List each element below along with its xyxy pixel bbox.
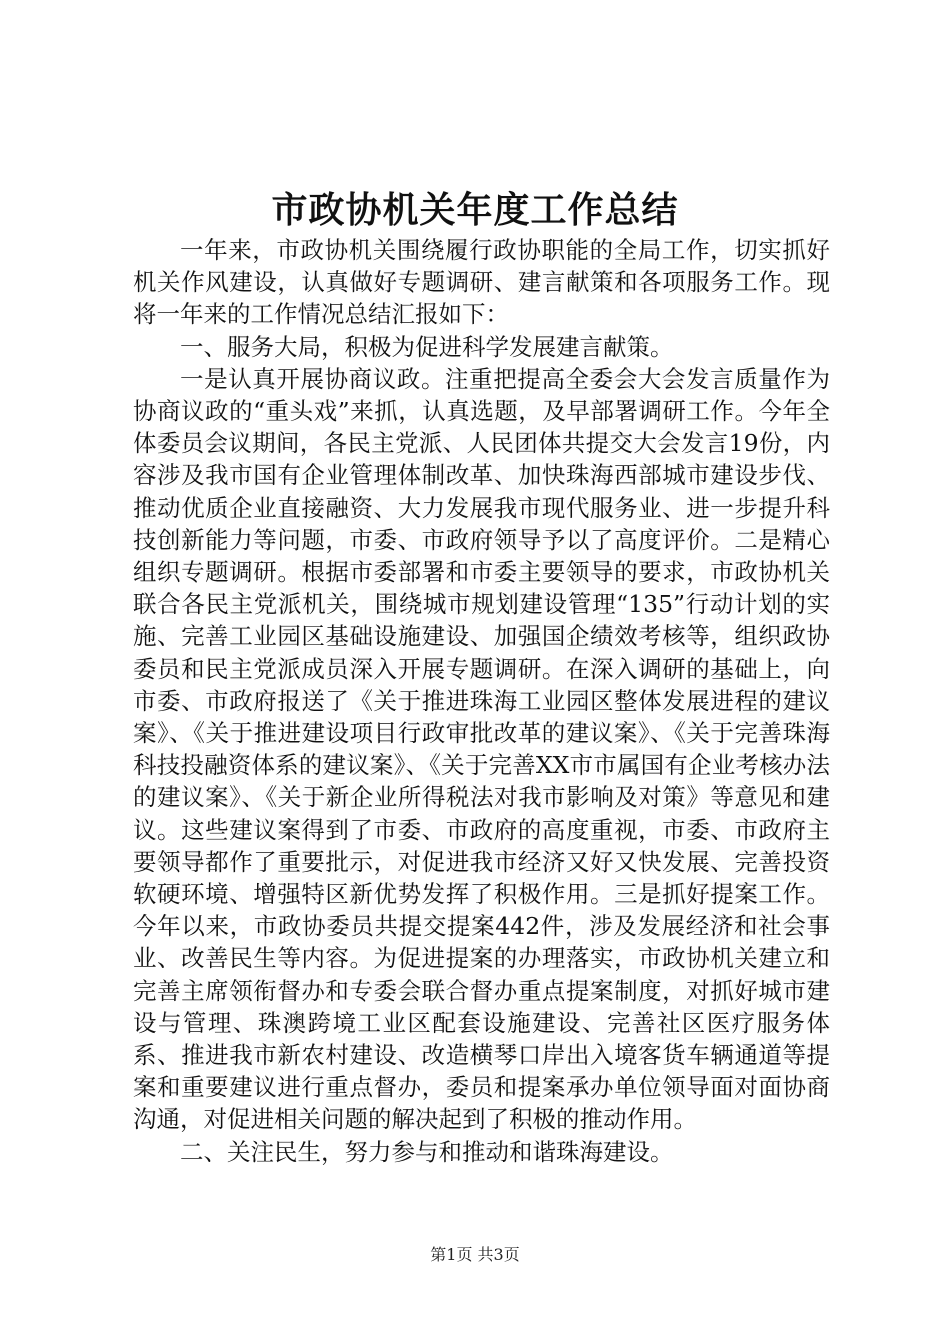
section-heading-2: 二、关注民生，努力参与和推动和谐珠海建设。 (180, 1137, 674, 1166)
section-heading-1: 一、服务大局，积极为促进科学发展建言献策。 (180, 332, 674, 361)
document-title: 市政协机关年度工作总结 (271, 189, 679, 231)
document-body (133, 234, 830, 1168)
intro-paragraph: 一年来，市政协机关围绕履行政协职能的全局工作，切实抓好机关作风建设，认真做好专题调研、建言献策和各项服务工作。现将一年来的工作情况总结汇报如下： (133, 236, 830, 329)
section-1-body-paragraph: 一是认真开展协商议政。注重把提高全委会大会发言质量作为协商议政的“重头戏”来抓，认真选题，及早部署调研工作。今年全体委员会议期间，各民主党派、人民团体共提交大会发言19份，内容涉及我市国有企业管理体制改革、加快珠海西部城市建设步伐、推动优质企业直接融资、大力发展我市现代服务业、进一步提升科技创新能力等问题，市委、市政府领导予以了高度评价。二是精心组织专题调研。根据市委部署和市委主要领导的要求，市政协机关联合各民主党派机关，围绕城市规划建设管理“135”行动计划的实施、完善工业园区基础设施建设、加强国企绩效考核等，组织政协委员和民主党派成员深入开展专题调研。在深入调研的基础上，向市委、市政府报送了《关于推进珠海工业园区整体发展进程的建议案》、《关于推进建设项目行政审批改革的建议案》、《关于完善珠海科技投融资体系的建议案》、《关于完善XX市市属国有企业考核办法的建议案》、《关于新企业所得税法对我市影响及对策》等意见和建议。这些建议案得到了市委、市政府的高度重视，市委、市政府主要领导都作了重要批示，对促进我市经济又好又快发展、完善投资软硬环境、增强特区新优势发挥了积极作用。三是抓好提案工作。今年以来，市政协委员共提交提案442件，涉及发展经济和社会事业、改善民生等内容。为促进提案的办理落实，市政协机关建立和完善主席领衔督办和专委会联合督办重点提案制度，对抓好城市建设与管理、珠澳跨境工业区配套设施建设、完善社区医疗服务体系、推进我市新农村建设、改造横琴口岸出入境客货车辆通道等提案和重要建议进行重点督办，委员和提案承办单位领导面对面协商沟通，对促进相关问题的解决起到了积极的推动作用。 (133, 364, 830, 1134)
page-number-footer: 第1页 共3页 (430, 1245, 520, 1264)
